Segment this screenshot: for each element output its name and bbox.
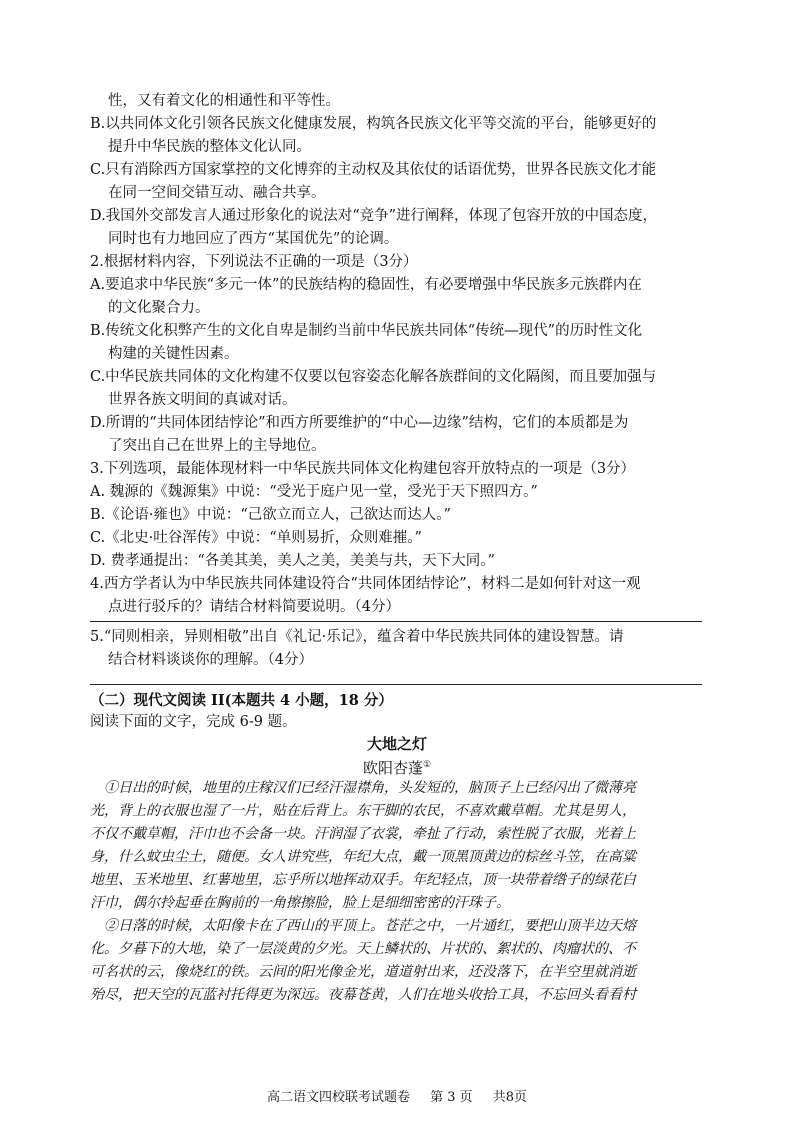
q3-option-b: B.《论语·雍也》中说：“己欲立而立人，己欲达而达人。”	[90, 507, 451, 523]
q1-option-c-line1: C.只有消除西方国家掌控的文化博弈的主动权及其依仗的话语优势，世界各民族文化才能	[90, 162, 657, 178]
q3-option-a: A. 魏源的《魏源集》中说：“受光于庭户见一堂，受光于天下照四方。”	[90, 484, 538, 500]
passage-p1-line2: 光，背上的衣服也湿了一片，贴在后背上。东干脚的农民，不喜欢戴草帽。尤其是男人，	[90, 803, 636, 819]
q2-stem: 2.根据材料内容，下列说法不正确的一项是（3分）	[90, 254, 418, 270]
q1-option-c-line2: 在同一空间交错互动、融合共享。	[108, 185, 326, 201]
q2-option-a-line1: A.要追求中华民族“多元一体”的民族结构的稳固性，有必要增强中华民族多元族群内在	[90, 277, 642, 293]
answer-line-q4	[90, 621, 702, 622]
footer-total-pages: 共8页	[492, 1090, 528, 1105]
q3-stem: 3.下列选项，最能体现材料一中华民族共同体文化构建包容开放特点的一项是（3分）	[90, 461, 636, 477]
q4-line1: 4.西方学者认为中华民族共同体建设符合“共同体团结悖论”，材料二是如何针对这一观	[90, 576, 641, 592]
q2-option-c-line2: 世界各族文明间的真诚对话。	[108, 392, 297, 408]
q3-option-d: D. 费孝通提出：“各美其美，美人之美，美美与共，天下大同。”	[90, 553, 495, 569]
section-instruction: 阅读下面的文字，完成 6-9 题。	[90, 714, 297, 730]
q2-option-b-line1: B.传统文化积弊产生的文化自卑是制约当前中华民族共同体“传统—现代”的历时性文化	[90, 323, 643, 339]
q5-line2: 结合材料谈谈你的理解。（4分）	[108, 652, 313, 668]
passage-p1-line5: 地里、玉米地里、红薯地里，忘乎所以地挥动双手。年纪轻点，顶一块带着绺子的绿花白	[90, 872, 636, 888]
footer-page-number: 第 3 页	[430, 1090, 473, 1105]
passage-p1-line3: 不仅不戴草帽，汗巾也不会备一块。汗润湿了衣裳，牵扯了行动，索性脱了衣服，光着上	[90, 826, 636, 842]
passage-p2-line1: ②日落的时候，太阳像卡在了西山的平顶上。苍茫之中，一片通红，要把山顶半边天熔	[104, 918, 636, 934]
author-name: 欧阳杏蓬	[362, 759, 423, 777]
passage-p1-line1: ①日出的时候，地里的庄稼汉们已经汗湿襟角，头发短的，脑顶子上已经闪出了微薄亮	[104, 780, 636, 796]
passage-p2-line2: 化。夕暮下的大地，染了一层淡黄的夕光。天上鳞状的、片状的、絮状的、肉瘤状的、不	[90, 941, 636, 957]
q4-line2: 点进行驳斥的？请结合材料简要说明。（4分）	[108, 599, 400, 615]
passage-p1-line6: 汗巾，偶尔拎起垂在胸前的一角擦擦脸，脸上是细细密密的汗珠子。	[90, 895, 510, 911]
q2-option-b-line2: 构建的关键性因素。	[108, 346, 239, 362]
q2-option-c-line1: C.中华民族共同体的文化构建不仅要以包容姿态化解各族群间的文化隔阂，而且要加强与	[90, 369, 657, 385]
q1-option-b-line2: 提升中华民族的整体文化认同。	[108, 139, 311, 155]
footer-exam-title: 高二语文四校联考试题卷	[266, 1090, 410, 1105]
q1-option-d-line1: D.我国外交部发言人通过形象化的说法对“竞争”进行阐释，体现了包容开放的中国态度，	[90, 208, 658, 224]
q5-line1: 5.“同则相亲，异则相敬”出自《礼记·乐记》，蕴含着中华民族共同体的建设智慧。请	[90, 629, 624, 645]
page-footer	[0, 1089, 794, 1107]
q2-option-d-line2: 了突出自己在世界上的主导地位。	[108, 438, 326, 454]
q1-option-d-line2: 同时也有力地回应了西方“某国优先”的论调。	[108, 231, 399, 247]
passage-p2-line3: 可名状的云，像烧红的铁。云间的阳光像金光，道道射出来，还没落下，在半空里就消逝	[90, 964, 636, 980]
section-heading: （二）现代文阅读 II(本题共 4 小题，18 分）	[90, 692, 393, 709]
q3-option-c: C.《北史·吐谷浑传》中说：“单则易折，众则难摧。”	[90, 530, 422, 546]
author-footnote-mark: ①	[422, 760, 432, 770]
passage-author	[0, 755, 794, 778]
q1-option-b-line1: B.以共同体文化引领各民族文化健康发展，构筑各民族文化平等交流的平台，能够更好的	[90, 116, 657, 132]
q2-option-a-line2: 的文化聚合力。	[108, 300, 210, 316]
q2-option-d-line1: D.所谓的“共同体团结悖论”和西方所要维护的“中心—边缘”结构，它们的本质都是为	[90, 415, 629, 431]
q1-option-a-tail: 性，又有着文化的相通性和平等性。	[108, 93, 340, 109]
answer-line-q5	[90, 684, 702, 685]
passage-title: 大地之灯	[366, 735, 427, 753]
passage-p2-line4: 殆尽，把天空的瓦蓝衬托得更为深远。夜幕苍黄，人们在地头收拾工具，不忘回头看看村	[90, 987, 636, 1003]
passage-p1-line4: 身，什么蚊虫尘土，随便。女人讲究些，年纪大点，戴一顶黑顶黄边的棕丝斗笠，在高粱	[90, 849, 636, 865]
